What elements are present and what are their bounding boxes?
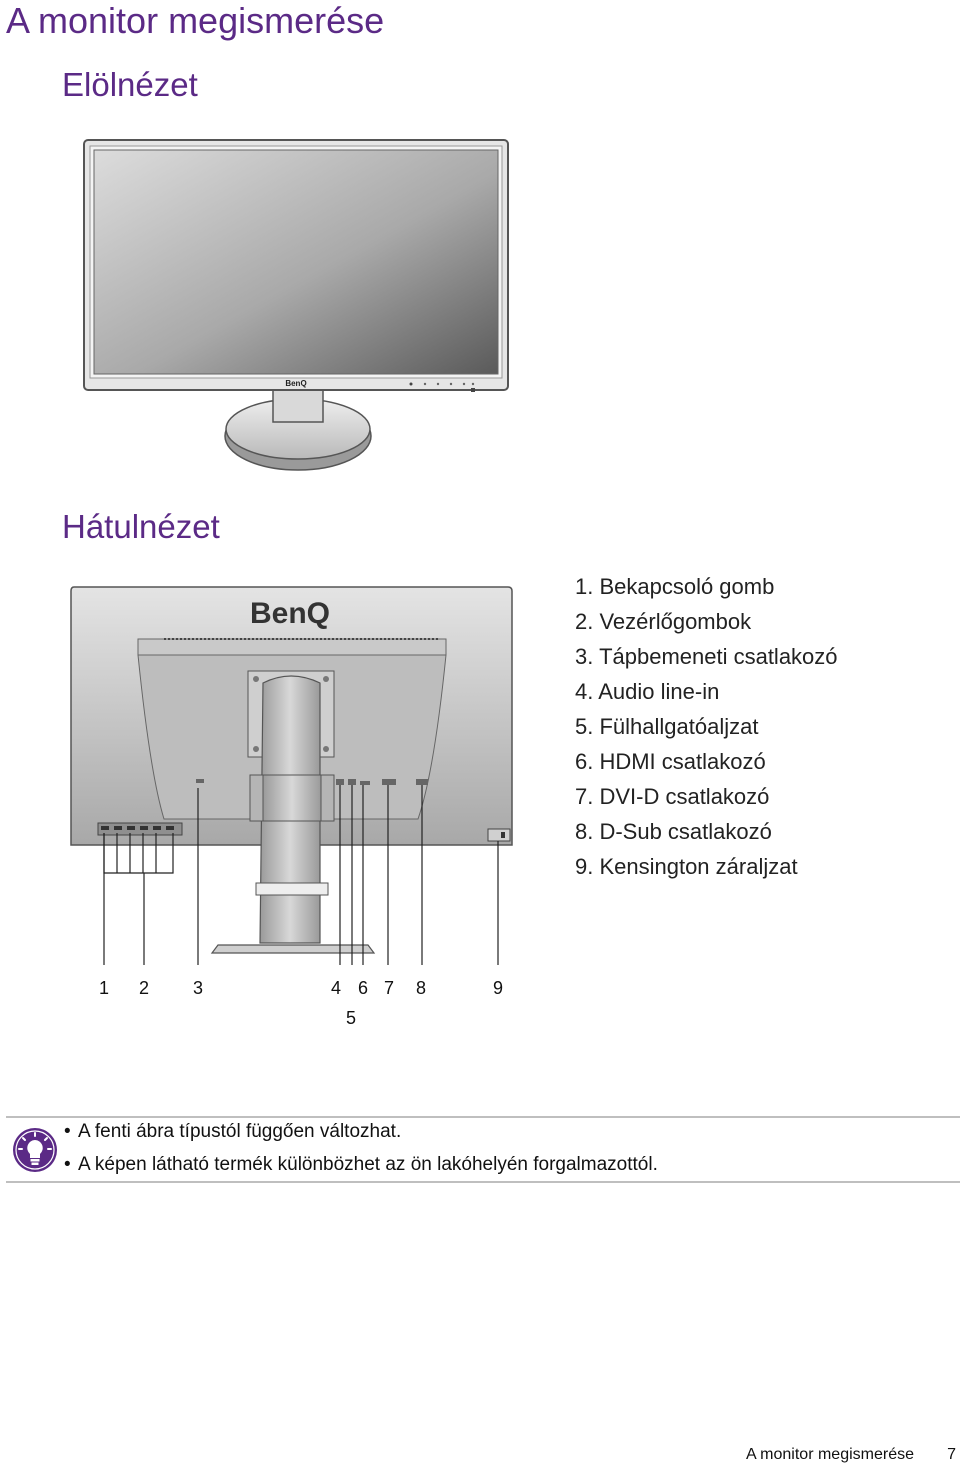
list-item: 1. Bekapcsoló gomb	[575, 574, 775, 599]
callout-number: 8	[415, 978, 426, 998]
callout-number: 9	[492, 978, 503, 998]
callout-number: 5	[345, 1008, 356, 1028]
note-list	[64, 1120, 658, 1186]
callout-number: 3	[192, 978, 203, 998]
page-number: 7	[947, 1446, 956, 1463]
callout-number: 2	[138, 978, 149, 998]
list-item: 3. Tápbemeneti csatlakozó	[575, 644, 838, 669]
list-item: 5. Fülhallgatóaljzat	[575, 714, 759, 739]
note-top-rule	[6, 1116, 960, 1118]
list-item: • A fenti ábra típustól függően változhat.	[64, 1120, 658, 1153]
lightbulb-icon	[12, 1127, 58, 1173]
front-view-heading: Elölnézet	[62, 66, 198, 103]
list-item: • A képen látható termék különbözhet az ön lakóhelyén forgalmazottól.	[64, 1153, 658, 1186]
rear-logo: BenQ	[249, 597, 331, 630]
callout-number: 4	[330, 978, 341, 998]
front-view-illustration	[80, 136, 512, 476]
rear-view-heading: Hátulnézet	[62, 508, 220, 545]
list-item: 2. Vezérlőgombok	[575, 609, 752, 634]
list-item: 4. Audio line-in	[575, 679, 720, 704]
rear-view-illustration	[68, 583, 518, 965]
callout-number: 1	[98, 978, 109, 998]
list-item: 6. HDMI csatlakozó	[575, 749, 766, 774]
callout-number: 7	[383, 978, 394, 998]
list-item: 9. Kensington záraljzat	[575, 854, 798, 879]
list-item: 7. DVI-D csatlakozó	[575, 784, 770, 809]
callout-number: 6	[357, 978, 368, 998]
front-logo: BenQ	[285, 379, 307, 388]
parts-list	[575, 569, 838, 884]
list-item: 8. D-Sub csatlakozó	[575, 819, 772, 844]
page-title: A monitor megismerése	[6, 0, 385, 41]
footer-section-title: A monitor megismerése	[745, 1446, 914, 1463]
